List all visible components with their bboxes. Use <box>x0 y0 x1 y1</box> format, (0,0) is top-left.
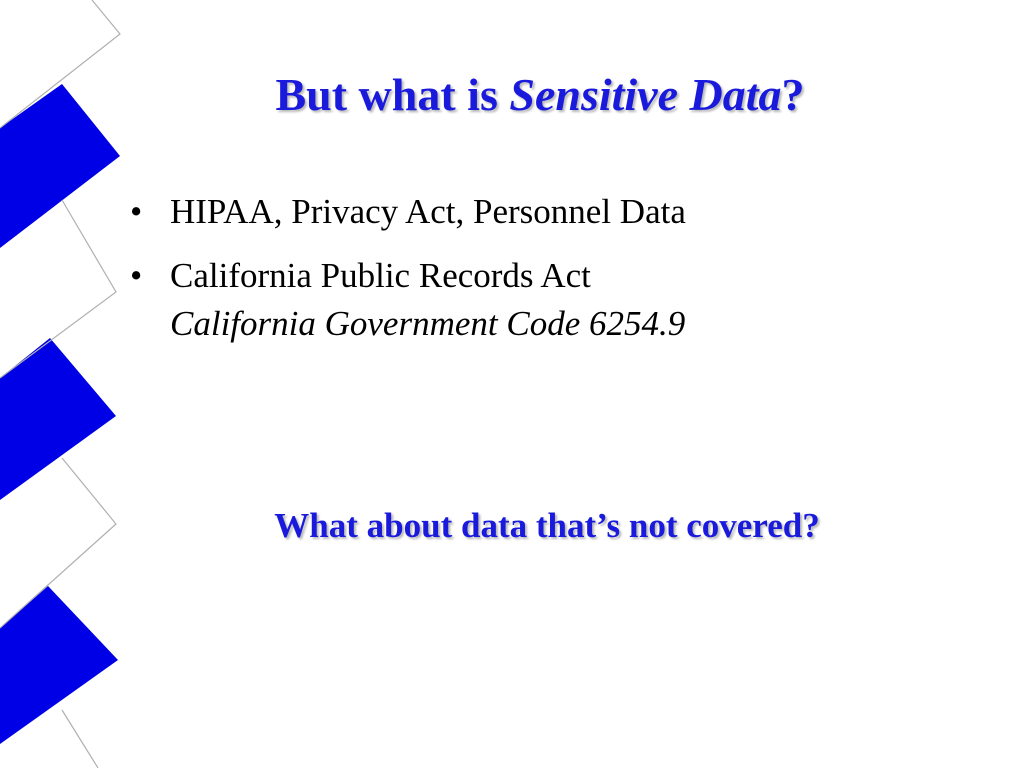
title-suffix: ? <box>781 69 805 120</box>
closing-question: What about data that’s not covered? <box>274 506 820 545</box>
slide-title <box>0 68 1024 121</box>
bullet-list <box>130 190 686 370</box>
bullet-dot: • <box>130 192 143 231</box>
bullet-dot: • <box>130 256 143 295</box>
bullet-subtext: California Government Code 6254.9 <box>170 304 686 343</box>
title-emphasis: Sensitive Data <box>509 69 782 120</box>
title-prefix: But what is <box>275 69 510 120</box>
decoration-line-4 <box>62 710 98 768</box>
bullet-text: HIPAA, Privacy Act, Personnel Data <box>170 192 686 231</box>
decoration-diamond-3 <box>0 586 118 744</box>
bullet-item-public-records <box>130 254 686 350</box>
decoration-blue-diamonds <box>0 84 120 744</box>
bullet-text: California Public Records Act <box>170 256 591 295</box>
decoration-diamond-2 <box>0 338 116 500</box>
bullet-item-hipaa <box>130 190 686 234</box>
